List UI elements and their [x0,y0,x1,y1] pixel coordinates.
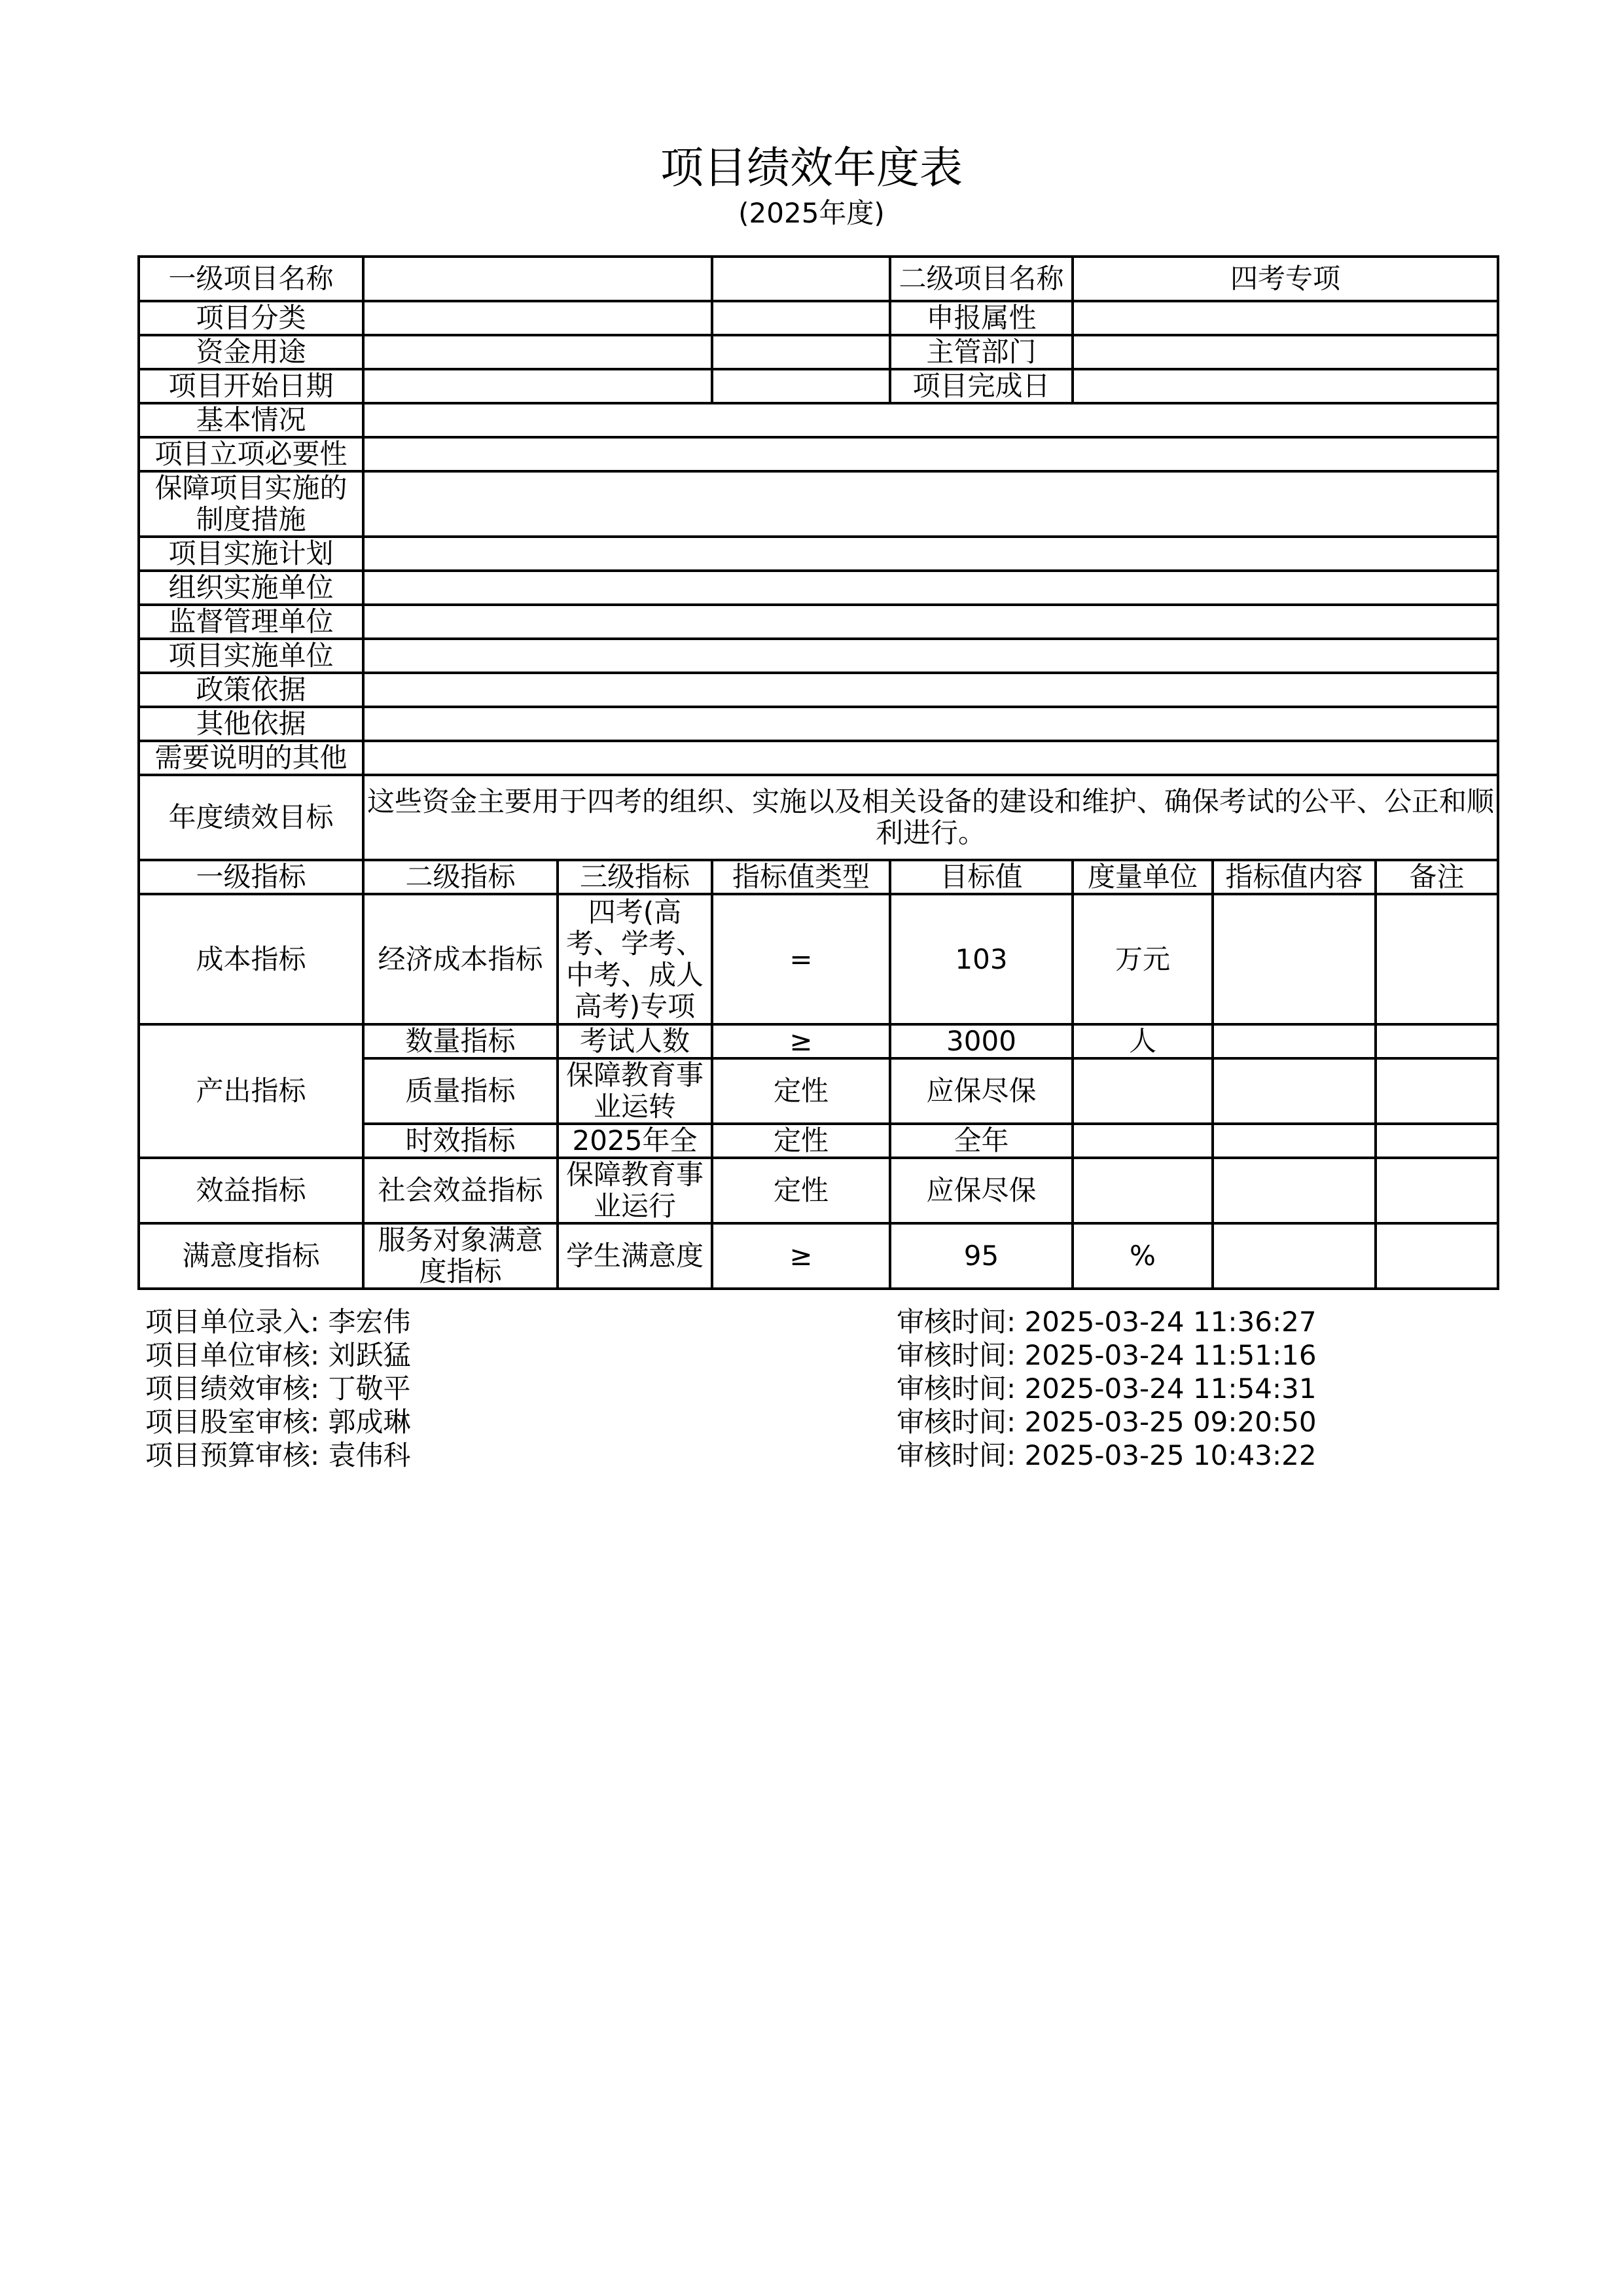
audit-role-label: 项目绩效审核: [145,1372,320,1405]
indicator-content [1213,1223,1376,1289]
necessity-label: 项目立项必要性 [139,437,363,471]
category-label: 项目分类 [139,301,363,335]
indicator-level2: 社会效益指标 [363,1158,558,1223]
audit-time [897,1372,1317,1405]
audit-person: 李宏伟 [328,1306,411,1338]
level2-name-label: 二级项目名称 [890,257,1073,301]
indicator-content [1213,1124,1376,1158]
performance-table [137,255,1499,1290]
end-date-value [1073,369,1498,403]
dept-value [1073,335,1498,369]
audit-row [145,1405,1493,1439]
category-extra [712,301,890,335]
audit-time [897,1439,1317,1472]
start-date-extra [712,369,890,403]
audit-time [897,1338,1317,1372]
indicator-unit: 万元 [1073,894,1213,1024]
supervise-label: 监督管理单位 [139,605,363,639]
indicator-level1: 效益指标 [139,1158,363,1223]
indicator-level3: 考试人数 [558,1024,712,1058]
audit-time [897,1405,1317,1439]
indicator-level3: 保障教育事业运转 [558,1058,712,1124]
audit-role [145,1439,411,1472]
audit-person: 袁伟科 [328,1439,411,1471]
policy-label: 政策依据 [139,673,363,707]
indicator-unit [1073,1124,1213,1158]
indicator-content [1213,894,1376,1024]
indicator-target: 应保尽保 [890,1058,1073,1124]
audit-role [145,1405,411,1439]
other-notes-value [363,741,1498,775]
dept-label: 主管部门 [890,335,1073,369]
header-content: 指标值内容 [1213,860,1376,894]
audit-role [145,1305,411,1338]
indicator-content [1213,1024,1376,1058]
org-unit-value [363,571,1498,605]
indicator-level1: 产出指标 [139,1024,363,1158]
audit-time-label: 审核时间: [897,1439,1016,1471]
indicator-level1: 满意度指标 [139,1223,363,1289]
indicator-level2: 数量指标 [363,1024,558,1058]
audit-person: 丁敬平 [328,1372,411,1405]
end-date-label: 项目完成日 [890,369,1073,403]
audit-time-label: 审核时间: [897,1406,1016,1438]
indicator-remark [1376,1024,1498,1058]
fund-use-extra [712,335,890,369]
level1-name-value [363,257,712,301]
indicator-level2: 经济成本指标 [363,894,558,1024]
indicator-type: = [712,894,890,1024]
basic-label: 基本情况 [139,403,363,437]
indicator-unit [1073,1158,1213,1223]
impl-unit-label: 项目实施单位 [139,639,363,673]
audit-section [145,1305,1493,1472]
indicator-type: 定性 [712,1158,890,1223]
indicator-level3: 四考(高考、学考、中考、成人高考)专项 [558,894,712,1024]
audit-time-value: 2025-03-25 10:43:22 [1024,1439,1317,1471]
indicator-content [1213,1058,1376,1124]
audit-role-label: 项目单位录入: [145,1306,320,1338]
necessity-value [363,437,1498,471]
category-value [363,301,712,335]
header-remark: 备注 [1376,860,1498,894]
indicator-level2: 质量指标 [363,1058,558,1124]
audit-role [145,1338,411,1372]
header-type: 指标值类型 [712,860,890,894]
policy-value [363,673,1498,707]
level1-name-extra [712,257,890,301]
indicator-unit: 人 [1073,1024,1213,1058]
header-level2: 二级指标 [363,860,558,894]
indicator-level3: 2025年全 [558,1124,712,1158]
audit-time-label: 审核时间: [897,1339,1016,1371]
indicator-level2: 时效指标 [363,1124,558,1158]
indicator-remark [1376,1058,1498,1124]
start-date-label: 项目开始日期 [139,369,363,403]
audit-person: 刘跃猛 [328,1339,411,1371]
audit-role-label: 项目股室审核: [145,1406,320,1438]
header-level1: 一级指标 [139,860,363,894]
audit-time-value: 2025-03-24 11:54:31 [1024,1372,1317,1405]
fund-use-value [363,335,712,369]
indicator-content [1213,1158,1376,1223]
indicator-remark [1376,894,1498,1024]
level2-name-value: 四考专项 [1073,257,1498,301]
indicator-remark [1376,1223,1498,1289]
indicator-unit: % [1073,1223,1213,1289]
indicator-type: ≥ [712,1024,890,1058]
header-unit: 度量单位 [1073,860,1213,894]
audit-row [145,1372,1493,1405]
audit-role-label: 项目单位审核: [145,1339,320,1371]
indicator-level3: 学生满意度 [558,1223,712,1289]
goal-label: 年度绩效目标 [139,775,363,860]
plan-label: 项目实施计划 [139,537,363,571]
indicator-target: 应保尽保 [890,1158,1073,1223]
start-date-value [363,369,712,403]
audit-row [145,1305,1493,1338]
audit-role [145,1372,411,1405]
declare-attr-label: 申报属性 [890,301,1073,335]
fund-use-label: 资金用途 [139,335,363,369]
audit-time [897,1305,1317,1338]
indicator-remark [1376,1158,1498,1223]
impl-unit-value [363,639,1498,673]
indicator-type: ≥ [712,1223,890,1289]
page-subtitle: (2025年度) [738,197,885,229]
audit-time-value: 2025-03-24 11:36:27 [1024,1306,1317,1338]
header-level3: 三级指标 [558,860,712,894]
audit-role-label: 项目预算审核: [145,1439,320,1471]
audit-time-value: 2025-03-24 11:51:16 [1024,1339,1317,1371]
audit-time-label: 审核时间: [897,1306,1016,1338]
indicator-remark [1376,1124,1498,1158]
indicator-unit [1073,1058,1213,1124]
declare-attr-value [1073,301,1498,335]
goal-value: 这些资金主要用于四考的组织、实施以及相关设备的建设和维护、确保考试的公平、公正和顺利进行。 [363,775,1498,860]
system-value [363,471,1498,537]
supervise-value [363,605,1498,639]
audit-time-label: 审核时间: [897,1372,1016,1405]
page-title: 项目绩效年度表 [660,143,963,193]
indicator-type: 定性 [712,1124,890,1158]
other-basis-label: 其他依据 [139,707,363,741]
indicator-level3: 保障教育事业运行 [558,1158,712,1223]
audit-row [145,1439,1493,1472]
audit-time-value: 2025-03-25 09:20:50 [1024,1406,1317,1438]
header-target: 目标值 [890,860,1073,894]
indicator-target: 全年 [890,1124,1073,1158]
other-notes-label: 需要说明的其他 [139,741,363,775]
indicator-target: 95 [890,1223,1073,1289]
indicator-level2: 服务对象满意度指标 [363,1223,558,1289]
plan-value [363,537,1498,571]
audit-row [145,1338,1493,1372]
indicator-target: 3000 [890,1024,1073,1058]
indicator-type: 定性 [712,1058,890,1124]
indicator-target: 103 [890,894,1073,1024]
org-unit-label: 组织实施单位 [139,571,363,605]
system-label: 保障项目实施的制度措施 [139,471,363,537]
other-basis-value [363,707,1498,741]
level1-name-label: 一级项目名称 [139,257,363,301]
indicator-level1: 成本指标 [139,894,363,1024]
audit-person: 郭成琳 [328,1406,411,1438]
basic-value [363,403,1498,437]
